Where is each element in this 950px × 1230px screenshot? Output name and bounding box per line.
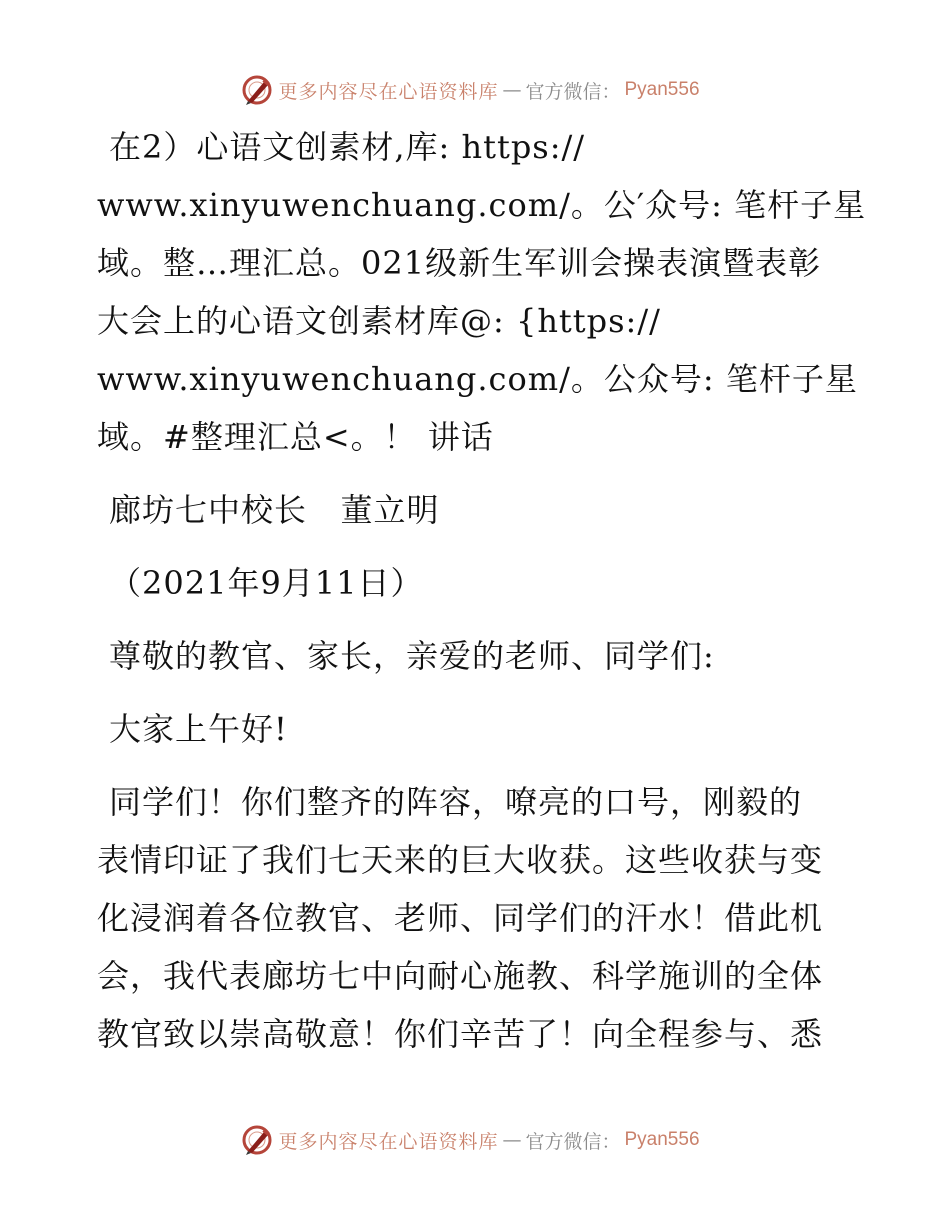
greeting-text: 大家上午好! xyxy=(109,710,288,748)
intro-line: www.xinyuwenchuang.com/。公′众号: 笔杆子星 xyxy=(97,186,867,224)
header-watermark-banner xyxy=(0,70,950,110)
body-line: 教官致以崇高敬意！你们辛苦了！向全程参与、悉 xyxy=(97,1015,824,1053)
intro-line: 域。#整理汇总<。！ 讲话 xyxy=(97,418,494,456)
body-line: 化浸润着各位教官、老师、同学们的汗水！借此机 xyxy=(97,899,824,937)
author-line xyxy=(97,481,857,539)
intro-line: 域。整…理汇总。021级新生军训会操表演暨表彰 xyxy=(97,244,822,282)
document-body xyxy=(97,118,867,1063)
banner-text: 更多内容尽在心语资料库 xyxy=(278,1130,499,1153)
pen-logo-icon xyxy=(240,73,274,107)
footer-watermark-banner xyxy=(0,1120,950,1160)
salutation-text: 尊敬的教官、家长，亲爱的老师、同学们: xyxy=(109,637,715,675)
body-line: 同学们！你们整齐的阵容，嘹亮的口号，刚毅的 xyxy=(109,783,803,821)
author-text: 廊坊七中校长 董立明 xyxy=(109,491,440,529)
banner-contact-id: Pyan556 xyxy=(624,79,700,100)
banner-separator: — xyxy=(502,1129,522,1151)
date-text: （2021年9月11日） xyxy=(109,564,424,602)
banner-content xyxy=(240,73,699,107)
intro-line: 大会上的心语文创素材库@: {https:// xyxy=(97,302,661,340)
intro-line: 在2）心语文创素材,库: https:// xyxy=(109,128,586,166)
salutation-line xyxy=(97,627,857,685)
body-line: 会，我代表廊坊七中向耐心施教、科学施训的全体 xyxy=(97,957,824,995)
banner-text: 更多内容尽在心语资料库 xyxy=(278,80,499,103)
banner-separator: — xyxy=(502,79,522,101)
intro-line: www.xinyuwenchuang.com/。公众号: 笔杆子星 xyxy=(97,360,858,398)
intro-paragraph xyxy=(97,118,867,466)
greeting-line xyxy=(97,700,857,758)
date-line xyxy=(97,554,857,612)
pen-logo-icon xyxy=(240,1123,274,1157)
banner-contact-id: Pyan556 xyxy=(624,1129,700,1150)
body-line: 表情印证了我们七天来的巨大收获。这些收获与变 xyxy=(97,841,824,879)
banner-content xyxy=(240,1123,699,1157)
body-paragraph xyxy=(97,773,857,1063)
banner-contact-label: 官方微信： xyxy=(525,1130,621,1153)
banner-contact-label: 官方微信： xyxy=(525,80,621,103)
